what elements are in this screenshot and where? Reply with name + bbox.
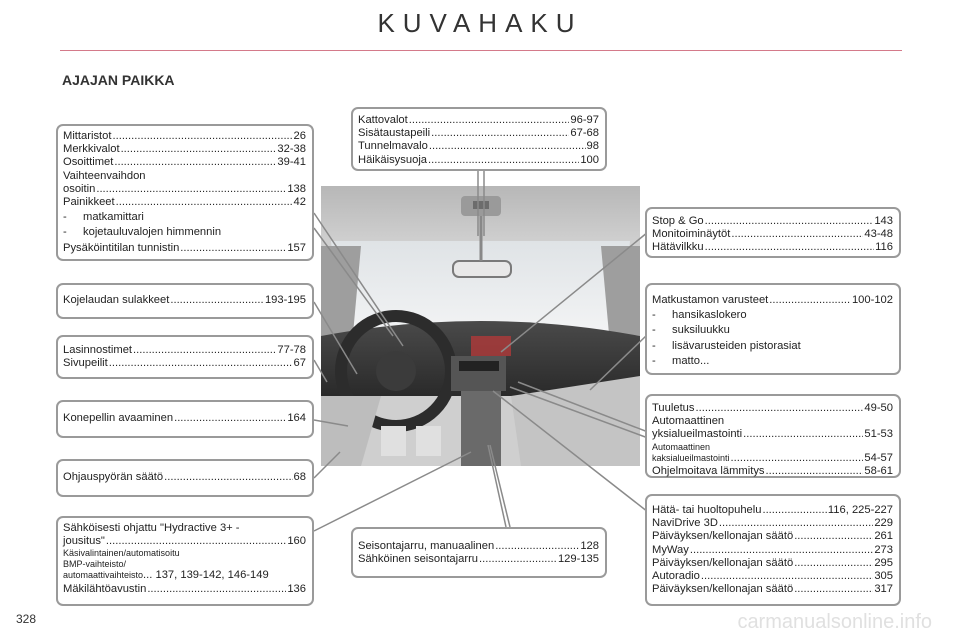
index-row[interactable]: Painikkeet ..... 42 [63,196,306,209]
index-row[interactable]: Pysäköintitilan tunnistin ..... 157 [63,242,306,255]
box-cabin-equipment [645,283,901,375]
title-divider [60,50,902,51]
dashboard-illustration [321,186,640,466]
box-fuses [56,283,314,319]
box-telematics [645,494,901,606]
index-row[interactable]: MyWay ..... 273 [652,544,893,557]
index-row[interactable]: automaattivaihteisto ... 137, 139-142, 146-149 [63,569,269,582]
index-row[interactable]: Häikäisysuoja ..... 100 [358,154,599,167]
index-row[interactable]: Monitoiminäytöt ..... 43-48 [652,228,893,241]
box-windows [56,335,314,379]
index-row[interactable]: Konepellin avaaminen ..... 164 [63,412,306,425]
index-row[interactable]: Mittaristot ..... 26 [63,130,306,143]
index-row[interactable]: Ohjauspyörän säätö ..... 68 [63,471,306,484]
index-row[interactable]: NaviDrive 3D ..... 229 [652,517,893,530]
index-row[interactable]: Ohjelmoitava lämmitys ..... 58-61 [652,465,893,478]
sub-item: - suksiluukku [652,324,730,337]
index-text: Automaattinen [652,415,725,428]
box-suspension [56,516,314,606]
sub-item: - lisävarusteiden pistorasiat [652,339,801,352]
section-heading: AJAJAN PAIKKA [62,72,175,88]
index-row[interactable]: Matkustamon varusteet ..... 100-102 [652,294,893,307]
page-number: 328 [16,612,37,626]
index-row[interactable]: Kattovalot ..... 96-97 [358,114,599,127]
box-stop-go [645,207,901,258]
box-ceiling [351,107,607,171]
index-row[interactable]: Päiväyksen/kellonajan säätö ..... 295 [652,557,893,570]
index-text-small: Automaattinen [652,441,711,452]
index-row[interactable]: jousitus" ..... 160 [63,535,306,548]
index-row[interactable]: Päiväyksen/kellonajan säätö ..... 317 [652,583,893,596]
index-row[interactable]: Osoittimet ..... 39-41 [63,156,306,169]
index-row[interactable]: Kojelaudan sulakkeet ..... 193-195 [63,294,306,307]
box-steering [56,459,314,497]
index-row[interactable]: Stop & Go ..... 143 [652,215,893,228]
sub-item: - matkamittari [63,211,144,224]
box-parking-brake [351,527,607,578]
box-instruments [56,124,314,261]
index-row[interactable]: Seisontajarru, manuaalinen ..... 128 [358,540,599,553]
index-row[interactable]: Merkkivalot ..... 32-38 [63,143,306,156]
index-row[interactable]: kaksialueilmastointi ..... 54-57 [652,452,893,465]
index-row[interactable]: Päiväyksen/kellonajan säätö ..... 261 [652,530,893,543]
index-row[interactable]: Hätävilkku ..... 116 [652,241,893,254]
box-bonnet [56,400,314,438]
index-row[interactable]: Mäkilähtöavustin ..... 136 [63,583,306,596]
index-row[interactable]: Lasinnostimet ..... 77-78 [63,344,306,357]
index-row[interactable]: Hätä- tai huoltopuhelu ..... 116, 225-227 [652,504,893,517]
index-row[interactable]: Tuuletus ..... 49-50 [652,402,893,415]
index-row[interactable]: Sisätaustapeili ..... 67-68 [358,127,599,140]
sub-item: - matto... [652,354,710,367]
index-row[interactable]: yksialueilmastointi ..... 51-53 [652,428,893,441]
page-title: KUVAHAKU [377,8,583,38]
index-row[interactable]: osoitin ..... 138 [63,183,306,196]
index-text: Sähköisesti ohjattu "Hydractive 3+ - [63,522,240,534]
index-row[interactable]: Sähköinen seisontajarru ..... 129-135 [358,553,599,566]
index-row[interactable]: Sivupeilit ..... 67 [63,357,306,370]
index-text-small: Käsivalintainen/automatisoitu [63,548,180,559]
index-row[interactable]: Autoradio ..... 305 [652,570,893,583]
sub-item: - hansikaslokero [652,309,747,322]
sub-item: - kojetauluvalojen himmennin [63,226,222,239]
index-text: Vaihteenvaihdon [63,169,146,182]
index-row[interactable]: Tunnelmavalo ..... 98 [358,140,599,153]
index-text-small: BMP-vaihteisto/ [63,558,127,569]
watermark: carmanualsonline.info [737,611,932,633]
box-ventilation [645,394,901,478]
